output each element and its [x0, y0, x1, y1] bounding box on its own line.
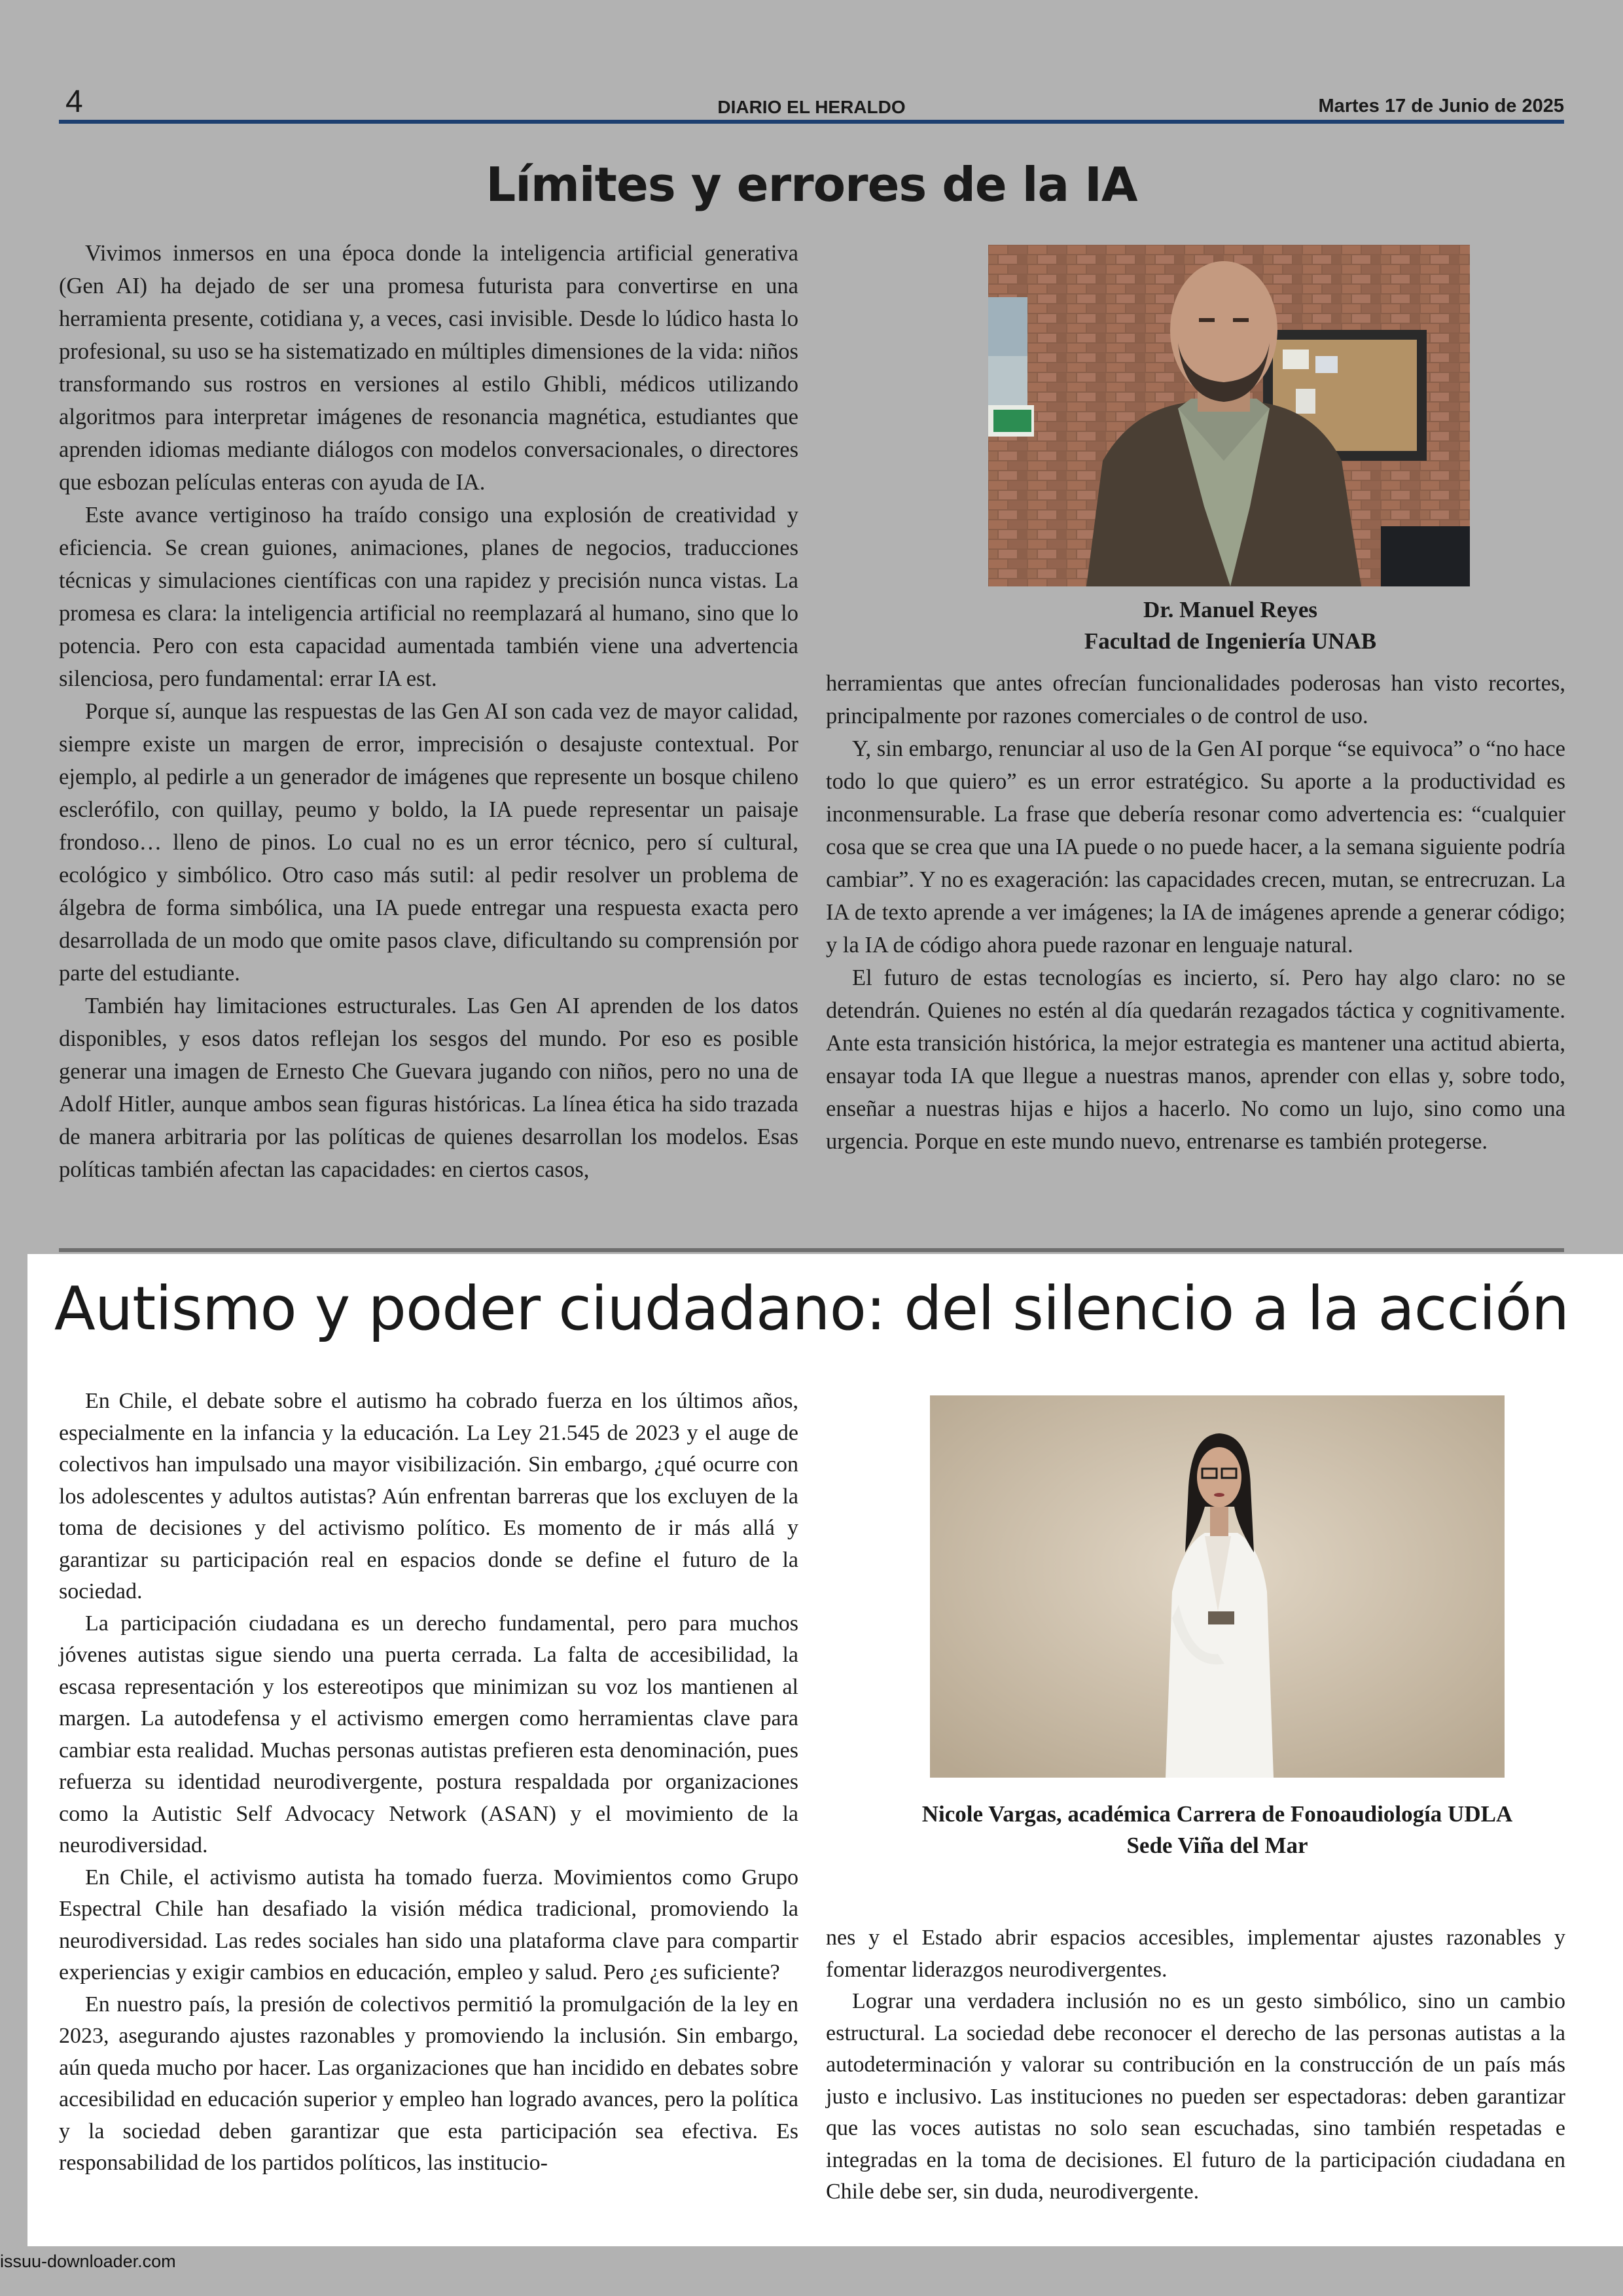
article1-paragraph: Este avance vertiginoso ha traído consigo una explosión de creatividad y eficiencia. Se crean guiones, animaciones, planes de negocios, traducciones técnicas y simulaciones científicas con una rapidez y precisión nunca vistas. La promesa es clara: la inteligencia artificial no reemplazará al humano, sino que lo potencia. Pero con esta capacidad aumentada también viene una advertencia silenciosa, pero fundamental: errar IA est.	[59, 503, 798, 691]
newspaper-name: DIARIO EL HERALDO	[717, 97, 906, 117]
article2-paragraph: En Chile, el activismo autista ha tomado fuerza. Movimientos como Grupo Espectral Chile han desafiado la visión médica tradicional, promoviendo la neurodiversidad. Las redes sociales han sido una plataforma clave para compartir experiencias y exigir cambios en educación, empleo y salud. Pero ¿es suficiente?	[59, 1865, 798, 1984]
article1-paragraph: herramientas que antes ofrecían funcionalidades poderosas han visto recortes, principalmente por razones comerciales o de control de uso.	[826, 671, 1565, 728]
page-header	[59, 85, 1564, 120]
portrait-image	[930, 1395, 1505, 1778]
article1-paragraph: Vivimos inmersos en una época donde la inteligencia artificial generativa (Gen AI) ha dejado de ser una promesa futurista para convertirse en una herramienta presente, cotidiana y, a veces, casi invisible. Desde lo lúdico hasta lo profesional, su uso se ha sistematizado en múltiples dimensiones de la vida: niños transformando sus rostros en versiones al estilo Ghibli, médicos utilizando algoritmos para interpretar imágenes de resonancia magnética, estudiantes que aprenden idiomas mediante diálogos con modelos conversacionales, o directores que esbozan películas enteras con ayuda de IA.	[59, 241, 798, 495]
portrait-image	[988, 245, 1470, 586]
article1-column-right	[826, 667, 1565, 1158]
article1-paragraph: También hay limitaciones estructurales. Las Gen AI aprenden de los datos disponibles, y esos datos reflejan los sesgos del mundo. Por eso es posible generar una imagen de Ernesto Che Guevara jugando con niños, pero no una de Adolf Hitler, aunque ambos sean figuras históricas. La línea ética ha sido trazada de manera arbitraria por las políticas de quienes desarrollan los modelos. Esas políticas también afectan las capacidades: en ciertos casos,	[59, 994, 798, 1182]
issue-date: Martes 17 de Junio de 2025	[1318, 96, 1564, 117]
article2-paragraph: Lograr una verdadera inclusión no es un gesto simbólico, sino un cambio estructural. La sociedad debe reconocer el derecho de las personas autistas a la autodeterminación y valorar su contribución en la construcción de un país más justo e inclusivo. Las instituciones no pueden ser espectadoras: deben garantizar que las voces autistas no solo sean escuchadas, sino también respetadas e integradas en la toma de decisiones. El futuro de la participación ciudadana en Chile debe ser, sin duda, neurodivergente.	[826, 1989, 1565, 2204]
article1-paragraph: Porque sí, aunque las respuestas de las Gen AI son cada vez de mayor calidad, siempre existe un margen de error, imprecisión o desajuste contextual. Por ejemplo, al pedirle a un generador de imágenes que represente un bosque chileno esclerófilo, con quillay, peumo y boldo, la IA puede representar un paisaje frondoso… lleno de pinos. Lo cual no es un error técnico, pero sí cultural, ecológico y simbólico. Otro caso más sutil: al pedir resolver un problema de álgebra de forma simbólica, una IA puede entregar una respuesta exacta pero desarrollada de un modo que omite pasos clave, dificultando su comprensión por parte del estudiante.	[59, 699, 798, 986]
article2-photo-caption	[825, 1799, 1610, 1861]
caption-affiliation: Facultad de Ingeniería UNAB	[1084, 628, 1377, 654]
article2-column-right	[826, 1922, 1565, 2208]
caption-name: Dr. Manuel Reyes	[1143, 597, 1318, 622]
article2-column-left	[59, 1386, 798, 2179]
caption-line-2: Sede Viña del Mar	[1126, 1833, 1308, 1858]
source-watermark: issuu-downloader.com	[0, 2251, 176, 2271]
article1-paragraph: El futuro de estas tecnologías es incierto, sí. Pero hay algo claro: no se detendrán. Quienes no estén al día quedarán rezagados táctica y cognitivamente. Ante esta transición histórica, la mejor estrategia es mantener una actitud abierta, ensayar toda IA que llegue a nuestras manos, aprender con ellas y, sobre todo, enseñar a nuestras hijas e hijos a hacerlo. No como un lujo, sino como una urgencia. Porque en este mundo nuevo, entrenarse es también protegerse.	[826, 965, 1565, 1154]
header-rule	[59, 120, 1564, 124]
caption-line-1: Nicole Vargas, académica Carrera de Fonoaudiología UDLA	[921, 1801, 1513, 1827]
author-photo-nicole-vargas	[930, 1395, 1505, 1778]
article2-paragraph: En nuestro país, la presión de colectivos permitió la promulgación de la ley en 2023, asegurando ajustes razonables y promoviendo la inclusión. Sin embargo, aún queda mucho por hacer. Las organizaciones que han incidido en debates sobre accesibilidad en educación superior y empleo han logrado avances, pero la política y la sociedad deben garantizar que esta participación sea efectiva. Es responsabilidad de los partidos políticos, las institucio-	[59, 1992, 798, 2175]
article1-title: Límites y errores de la IA	[486, 157, 1137, 212]
article1-paragraph: Y, sin embargo, renunciar al uso de la Gen AI porque “se equivoca” o “no hace todo lo que quiero” es un error estratégico. Su aporte a la productividad es inconmensurable. La frase que debería resonar como advertencia es: “cualquier cosa que se crea que una IA puede o no puede hacer, a la semana siguiente podría cambiar”. Y no es exageración: las capacidades crecen, mutan, se entrecruzan. La IA de texto aprende a ver imágenes; la IA de imágenes aprende a generar código; y la IA de código ahora puede razonar en lenguaje natural.	[826, 736, 1565, 958]
page-number: 4	[65, 84, 83, 119]
article2-paragraph: La participación ciudadana es un derecho fundamental, pero para muchos jóvenes autistas sigue siendo una puerta cerrada. La falta de accesibilidad, la escasa representación y los estereotipos que minimizan su voz los mantienen al margen. La autodefensa y el activismo emergen como herramientas clave para cambiar esta realidad. Muchas personas autistas prefieren esta denominación, pues refuerza su identidad neurodivergente, postura respaldada por organizaciones como la Autistic Self Advocacy Network (ASAN) y el movimiento de la neurodiversidad.	[59, 1611, 798, 1857]
article1-photo-caption	[903, 594, 1558, 657]
section-divider	[59, 1248, 1564, 1252]
article2-paragraph: En Chile, el debate sobre el autismo ha cobrado fuerza en los últimos años, especialmente en la infancia y la educación. La Ley 21.545 de 2023 y el auge de colectivos han impulsado una mayor visibilización. Sin embargo, ¿qué ocurre con los adolescentes y adultos autistas? Aún enfrentan barreras que los excluyen de la toma de decisiones y del activismo político. Es momento de ir más allá y garantizar su participación real en espacios donde se define el futuro de la sociedad.	[59, 1389, 798, 1604]
article2-title: Autismo y poder ciudadano: del silencio a la acción	[54, 1274, 1569, 1344]
article2-paragraph: nes y el Estado abrir espacios accesibles, implementar ajustes razonables y fomentar liderazgos neurodivergentes.	[826, 1926, 1565, 1982]
author-photo-manuel-reyes	[988, 245, 1470, 586]
article1-column-left	[59, 237, 798, 1186]
